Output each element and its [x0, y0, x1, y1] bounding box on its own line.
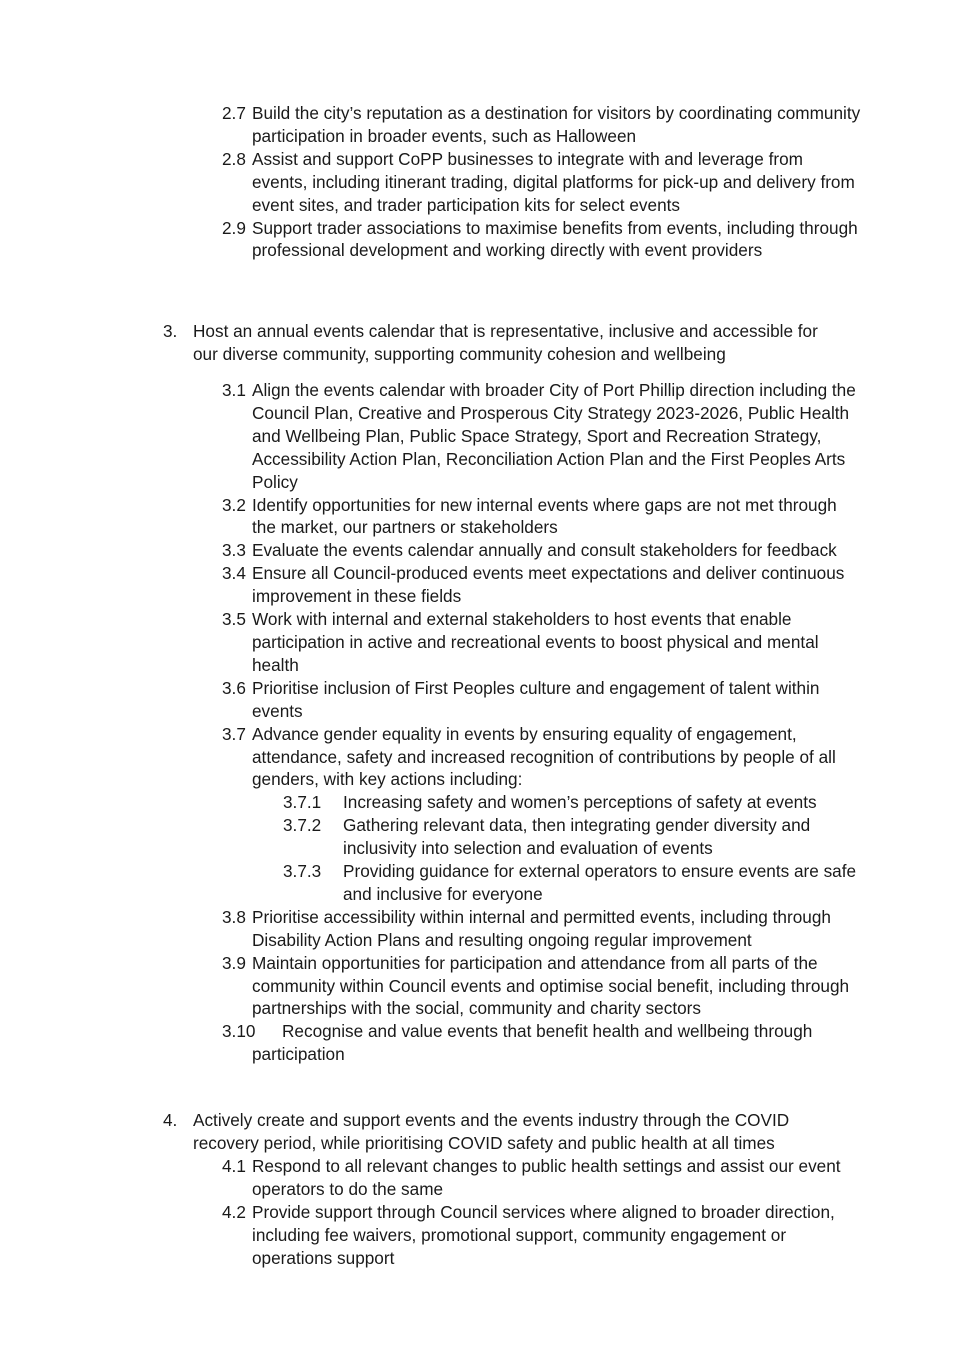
item-text: Work with internal and external stakeholders to host events that enable participation in active and recreational events to boost physical and mental health [252, 609, 819, 675]
item-text: Host an annual events calendar that is representative, inclusive and accessible for our diverse community, supporting community cohesion and wellbeing [193, 321, 818, 364]
item-text: Respond to all relevant changes to public health settings and assist our event operators to do the same [252, 1156, 841, 1199]
item-text: Recognise and value events that benefit health and wellbeing through participation [252, 1021, 813, 1065]
list-item-3-7 [222, 723, 862, 792]
item-text: Maintain opportunities for participation and attendance from all parts of the community within Council events and optimise social benefit, including through partnerships with the social, community and charity sectors [252, 952, 850, 1019]
item-text: Gathering relevant data, then integrating gender diversity and inclusivity into selection and evaluation of events [343, 815, 811, 859]
item-number: 3.3 [222, 540, 246, 561]
item-text: Evaluate the events calendar annually and consult stakeholders for feedback [252, 540, 837, 561]
list-item-2-8 [222, 148, 862, 217]
list-item-3-1 [222, 379, 862, 494]
section-4-list [0, 1155, 862, 1270]
list-item-4-2 [222, 1201, 862, 1270]
list-item-4 [163, 1109, 843, 1155]
item-text: Support trader associations to maximise benefits from events, including through professional development and working directly with event providers [252, 217, 858, 261]
list-item-3-6 [222, 677, 862, 723]
list-item-3-5 [222, 608, 862, 677]
item-text: Build the city’s reputation as a destination for visitors by coordinating community participation in broader events, such as Halloween [252, 103, 861, 146]
item-number: 3.10 [222, 1021, 256, 1042]
list-item-3-3 [222, 539, 862, 562]
list-item-2-7 [222, 102, 862, 148]
list-item-3 [163, 320, 843, 366]
item-text: Actively create and support events and the events industry through the COVID recovery period, while prioritising COVID safety and public health at all times [193, 1110, 790, 1153]
item-text: Prioritise inclusion of First Peoples culture and engagement of talent within events [252, 677, 820, 721]
item-text: Increasing safety and women’s perceptions of safety at events [343, 792, 817, 813]
list-item-3-7-3 [283, 860, 863, 906]
section-3-heading [0, 320, 843, 366]
item-number: 3.2 [222, 494, 246, 515]
list-item-3-4 [222, 562, 862, 608]
list-item-3-2 [222, 494, 862, 540]
section-2-list [0, 102, 862, 262]
list-item-3-9 [222, 952, 862, 1021]
item-number: 4. [163, 1110, 178, 1130]
item-text: Provide support through Council services where aligned to broader direction, including fee waivers, promotional support, community engagement or operations support [252, 1201, 835, 1268]
section-3-list [0, 379, 863, 1066]
item-number: 3.7.3 [283, 861, 322, 882]
item-number: 3. [163, 321, 178, 341]
item-number: 3.8 [222, 906, 246, 927]
item-text: Assist and support CoPP businesses to integrate with and leverage from events, including itinerant trading, digital platforms for pick-up and delivery from event sites, and trader participation kits for select events [252, 148, 855, 215]
item-number: 4.2 [222, 1201, 246, 1222]
item-text: Align the events calendar with broader City of Port Phillip direction including the Council Plan, Creative and Prosperous City Strategy 2023-2026, Public Health and Wellbeing Plan, Public Space Strategy, Sport and Recreation Strategy, Accessibility Action Plan, Reconciliation Action Plan and the First Peoples Arts Policy [252, 380, 856, 492]
item-number: 4.1 [222, 1156, 246, 1176]
item-number: 2.7 [222, 103, 246, 123]
item-text: Providing guidance for external operators to ensure events are safe and inclusive for everyone [343, 861, 857, 904]
list-item-3-7-2 [283, 814, 863, 860]
item-text: Advance gender equality in events by ensuring equality of engagement, attendance, safety and increased recognition of contributions by people of all genders, with key actions including: [252, 723, 836, 790]
list-item-3-8 [222, 906, 862, 952]
item-text: Identify opportunities for new internal events where gaps are not met through the market, our partners or stakeholders [252, 494, 837, 538]
list-item-4-1 [222, 1155, 862, 1201]
section-4-heading [0, 1109, 843, 1155]
item-number: 3.7 [222, 723, 246, 744]
list-item-3-7-1 [283, 791, 863, 814]
item-number: 3.4 [222, 563, 246, 584]
list-item-2-9 [222, 217, 862, 263]
item-number: 3.6 [222, 677, 246, 698]
item-number: 3.1 [222, 380, 246, 400]
item-number: 3.9 [222, 952, 246, 973]
item-number: 2.8 [222, 148, 246, 169]
item-number: 3.7.2 [283, 815, 322, 836]
list-item-3-10 [222, 1020, 862, 1066]
item-text: Prioritise accessibility within internal and permitted events, including through Disability Action Plans and resulting ongoing regular improvement [252, 906, 831, 950]
item-number: 3.7.1 [283, 792, 322, 813]
item-number: 3.5 [222, 609, 246, 630]
item-number: 2.9 [222, 217, 246, 238]
item-text: Ensure all Council-produced events meet expectations and deliver continuous improvement in these fields [252, 563, 845, 607]
